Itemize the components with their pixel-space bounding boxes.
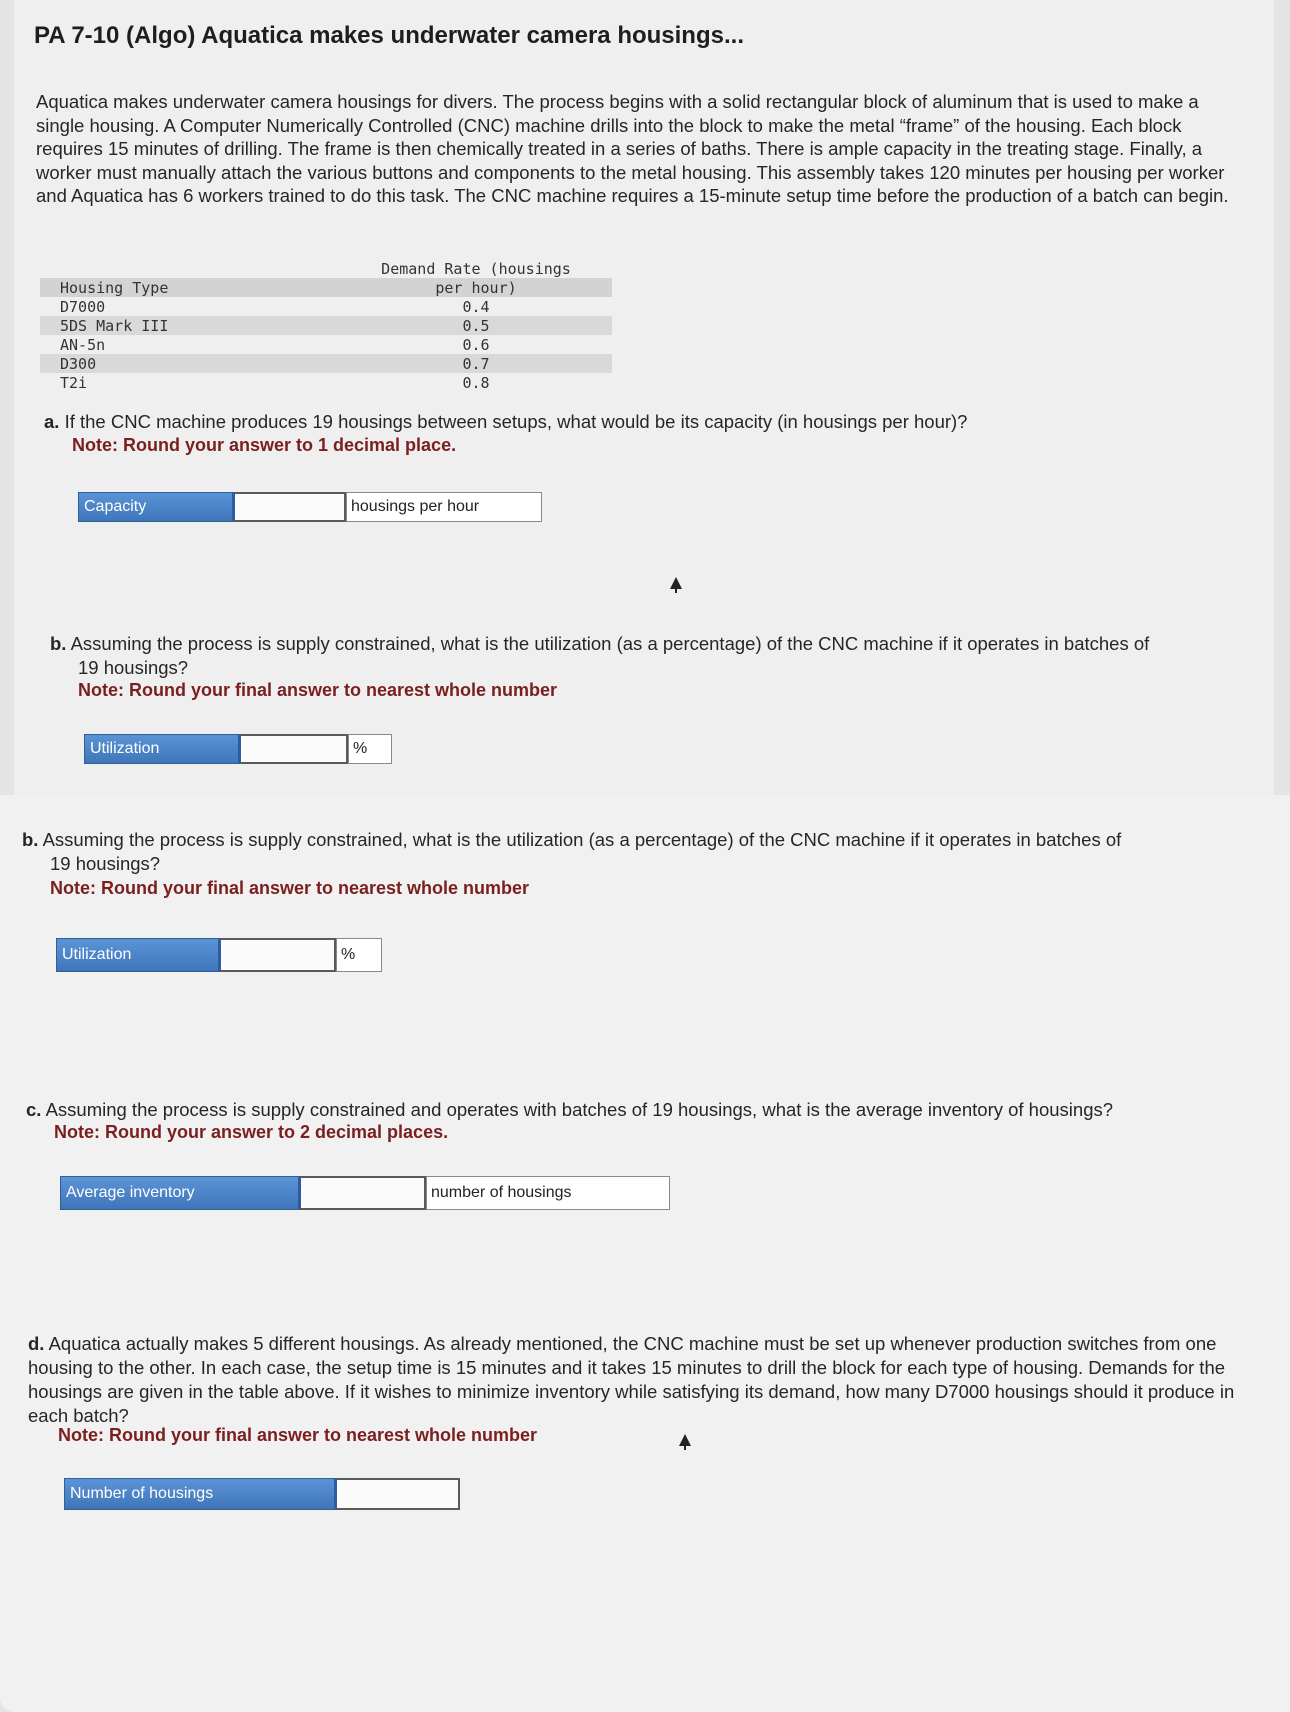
utilization-repeat-unit: % [336, 938, 382, 972]
question-b-repeat-text-line-2: 19 housings? [50, 853, 161, 874]
question-b-letter: b. [50, 633, 67, 654]
question-b-repeat-text-line-1: Assuming the process is supply constrained, what is the utilization (as a percentage) of the CNC machine if it operates in batches of [42, 829, 1122, 850]
capacity-unit: housings per hour [346, 492, 542, 522]
question-c [26, 1098, 1286, 1122]
table-header-row-1 [40, 259, 612, 278]
average-inventory-label: Average inventory [60, 1176, 298, 1210]
demand-rate-cell: 0.8 [462, 373, 490, 392]
utilization-repeat-label: Utilization [56, 938, 218, 972]
capacity-label: Capacity [78, 492, 232, 522]
lower-page-panel [0, 795, 1290, 1712]
utilization-unit: % [348, 734, 392, 764]
demand-header-line-2: per hour) [435, 278, 517, 297]
question-a-text: If the CNC machine produces 19 housings between setups, what would be its capacity (in housings per hour)? [64, 411, 968, 432]
question-d-letter: d. [28, 1333, 45, 1354]
question-d-note: Note: Round your final answer to nearest whole number [58, 1425, 538, 1445]
housing-type-cell: 5DS Mark III [60, 316, 169, 335]
average-inventory-input[interactable] [298, 1176, 426, 1210]
housing-type-cell: T2i [60, 373, 88, 392]
problem-description: Aquatica makes underwater camera housings for divers. The process begins with a solid rectangular block of aluminum that is used to make a single housing. A Computer Numerically Controlled (CNC) machine drills into the block to make the metal “frame” of the housing. Each block requires 15 minutes of drilling. The frame is then chemically treated in a series of baths. There is ample capacity in the treating stage. Finally, a worker must manually attach the various buttons and components to the metal housing. This assembly takes 120 minutes per housing per worker and Aquatica has 6 workers trained to do this task. The CNC machine requires a 15-minute setup time before the production of a batch can begin. [36, 91, 1229, 206]
table-row [40, 316, 612, 335]
mouse-pointer-icon [670, 577, 682, 589]
housing-type-cell: AN-5n [60, 335, 106, 354]
capacity-answer-row [78, 492, 542, 522]
number-of-housings-input[interactable] [334, 1478, 460, 1510]
question-d [28, 1332, 1248, 1428]
question-b-repeat-note: Note: Round your final answer to nearest whole number [50, 878, 530, 898]
demand-header-line-1: Demand Rate (housings [381, 259, 571, 278]
question-a-letter: a. [44, 411, 60, 432]
table-row [40, 354, 612, 373]
utilization-input[interactable] [238, 734, 348, 764]
question-a [44, 410, 1244, 434]
page-title: PA 7-10 (Algo) Aquatica makes underwater camera housings... [34, 22, 744, 49]
question-a-note: Note: Round your answer to 1 decimal place. [72, 435, 457, 455]
average-inventory-answer-row [60, 1176, 670, 1210]
table-row [40, 297, 612, 316]
utilization-repeat-input[interactable] [218, 938, 336, 972]
table-row [40, 373, 612, 392]
question-c-note: Note: Round your answer to 2 decimal places. [54, 1122, 449, 1142]
demand-rate-cell: 0.6 [462, 335, 490, 354]
question-b-repeat-letter: b. [22, 829, 39, 850]
question-b-text-line-1: Assuming the process is supply constrained, what is the utilization (as a percentage) of the CNC machine if it operates in batches of [70, 633, 1150, 654]
average-inventory-unit: number of housings [426, 1176, 670, 1210]
utilization-answer-row [84, 734, 392, 764]
mouse-pointer-icon [679, 1434, 691, 1446]
question-b-text-line-2: 19 housings? [78, 657, 189, 678]
demand-table [40, 259, 612, 392]
question-d-text: Aquatica actually makes 5 different housings. As already mentioned, the CNC machine must be set up whenever production switches from one housing to the other. In each case, the setup time is 15 minutes and it takes 15 minutes to drill the block for each type of housing. Demands for the housings are given in the table above. If it wishes to minimize inventory while satisfying its demand, how many D7000 housings should it produce in each batch? [28, 1333, 1235, 1426]
question-c-text: Assuming the process is supply constrained and operates with batches of 19 housings, what is the average inventory of housings? [45, 1099, 1114, 1120]
question-b [50, 632, 1250, 656]
table-header-row-2 [40, 278, 612, 297]
number-of-housings-label: Number of housings [64, 1478, 334, 1510]
utilization-repeat-answer-row [56, 938, 382, 972]
housing-type-cell: D300 [60, 354, 97, 373]
table-row [40, 335, 612, 354]
question-b-note: Note: Round your final answer to nearest whole number [78, 680, 558, 700]
number-of-housings-answer-row [64, 1478, 460, 1510]
housing-type-cell: D7000 [60, 297, 106, 316]
demand-rate-cell: 0.7 [462, 354, 490, 373]
capacity-input[interactable] [232, 492, 346, 522]
demand-rate-cell: 0.4 [462, 297, 490, 316]
demand-rate-cell: 0.5 [462, 316, 490, 335]
housing-type-header: Housing Type [60, 278, 169, 297]
utilization-label: Utilization [84, 734, 238, 764]
question-c-letter: c. [26, 1099, 42, 1120]
question-b-repeat [22, 828, 1282, 852]
